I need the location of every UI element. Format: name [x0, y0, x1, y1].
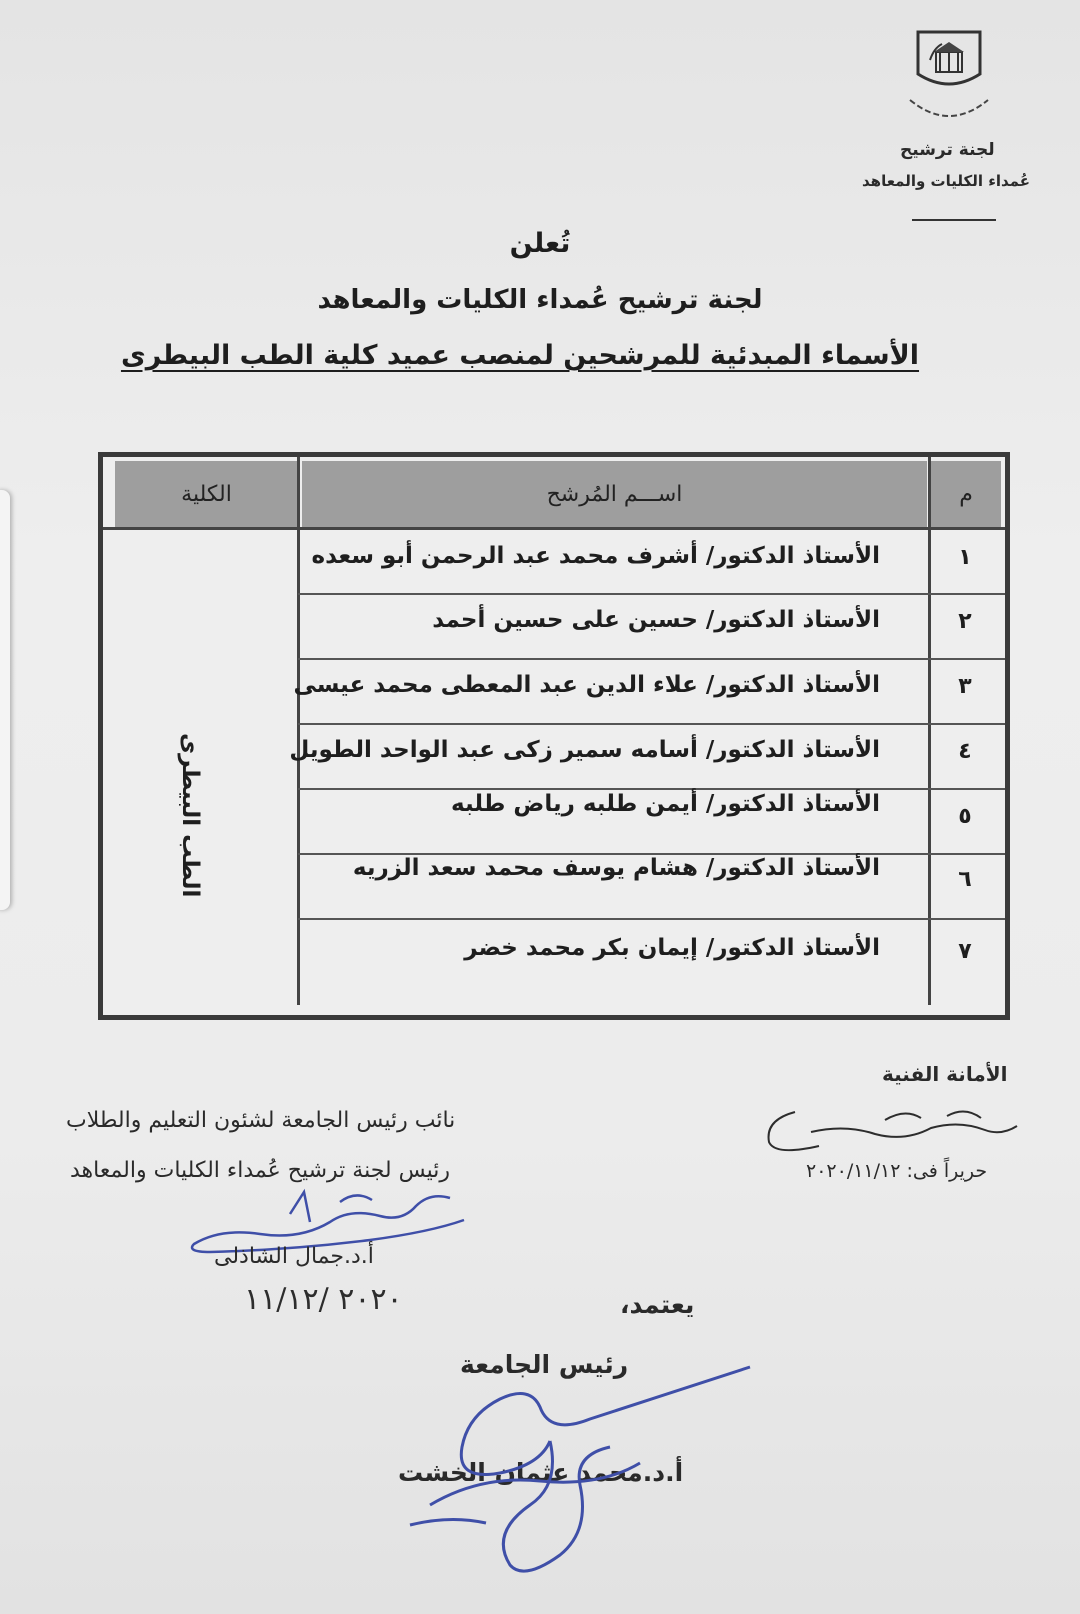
- row-divider: [298, 723, 1005, 725]
- row-number: ٥: [958, 804, 972, 829]
- row-divider: [298, 658, 1005, 660]
- secretariat-date: حريراً فى: ٢٠٢٠/١١/١٢: [806, 1160, 988, 1182]
- row-number: ٦: [958, 867, 972, 892]
- approved-label: يعتمد،: [620, 1290, 695, 1319]
- header-divider: [912, 219, 996, 221]
- row-number: ٧: [958, 939, 972, 964]
- candidate-name: الأستاذ الدكتور/ أيمن طلبه رياض طلبه: [451, 791, 880, 817]
- vice-president-title: نائب رئيس الجامعة لشئون التعليم والطلاب: [66, 1108, 456, 1133]
- president-signature: [390, 1355, 770, 1585]
- committee-heading: لجنة ترشيح عُمداء الكليات والمعاهد: [317, 285, 763, 315]
- document-title: [0, 340, 1060, 371]
- candidates-table: [98, 452, 1010, 1020]
- secretariat-signature: [755, 1098, 1025, 1164]
- row-divider: [298, 918, 1005, 920]
- col-divider-faculty: [297, 457, 300, 1005]
- row-divider: [298, 788, 1005, 790]
- president-title: رئيس الجامعة: [460, 1350, 629, 1379]
- announce-heading: تُعلن: [509, 228, 571, 259]
- candidate-name: الأستاذ الدكتور/ إيمان بكر محمد خضر: [464, 935, 880, 961]
- row-number: ٢: [958, 609, 972, 634]
- president-name: أ.د.محمد عثمان الخشت: [398, 1458, 684, 1487]
- faculty-name: الطب البيطرى: [177, 732, 203, 897]
- logo-motto-arc: [904, 94, 994, 134]
- row-divider: [298, 593, 1005, 595]
- candidate-name: الأستاذ الدكتور/ علاء الدين عبد المعطى محمد عيسى: [293, 672, 880, 698]
- candidate-name: الأستاذ الدكتور/ أسامه سمير زكى عبد الواحد الطويل: [289, 737, 880, 763]
- row-number: ١: [958, 545, 972, 570]
- org-name-line2: عُمداء الكليات والمعاهد: [862, 172, 1030, 190]
- document-title-text: الأسماء المبدئية للمرشحين لمنصب عميد كلية الطب البيطرى: [120, 340, 920, 371]
- university-logo: [914, 30, 984, 96]
- header-name: اســـم المُرشح: [302, 461, 927, 527]
- row-number: ٤: [958, 739, 972, 764]
- committee-chair-title: رئيس لجنة ترشيح عُمداء الكليات والمعاهد: [70, 1158, 451, 1183]
- col-divider-number: [928, 457, 931, 1005]
- screen-edge-tab[interactable]: [0, 490, 10, 910]
- header-faculty: الكلية: [115, 461, 298, 527]
- org-name-line1: لجنة ترشيح: [900, 140, 995, 160]
- vice-president-name: أ.د.جمال الشاذلى: [214, 1244, 374, 1269]
- candidate-name: الأستاذ الدكتور/ حسين على حسين أحمد: [432, 607, 880, 633]
- candidate-name: الأستاذ الدكتور/ أشرف محمد عبد الرحمن أبو سعده: [311, 543, 880, 569]
- header-divider-line: [103, 527, 1005, 530]
- secretariat-label: الأمانة الفنية: [882, 1062, 1008, 1086]
- candidate-name: الأستاذ الدكتور/ هشام يوسف محمد سعد الزريه: [352, 855, 880, 881]
- row-number: ٣: [958, 674, 972, 699]
- vice-president-handwritten-date: ٢٠٢٠ /١١/١٢: [244, 1282, 403, 1317]
- header-number: م: [931, 461, 1001, 527]
